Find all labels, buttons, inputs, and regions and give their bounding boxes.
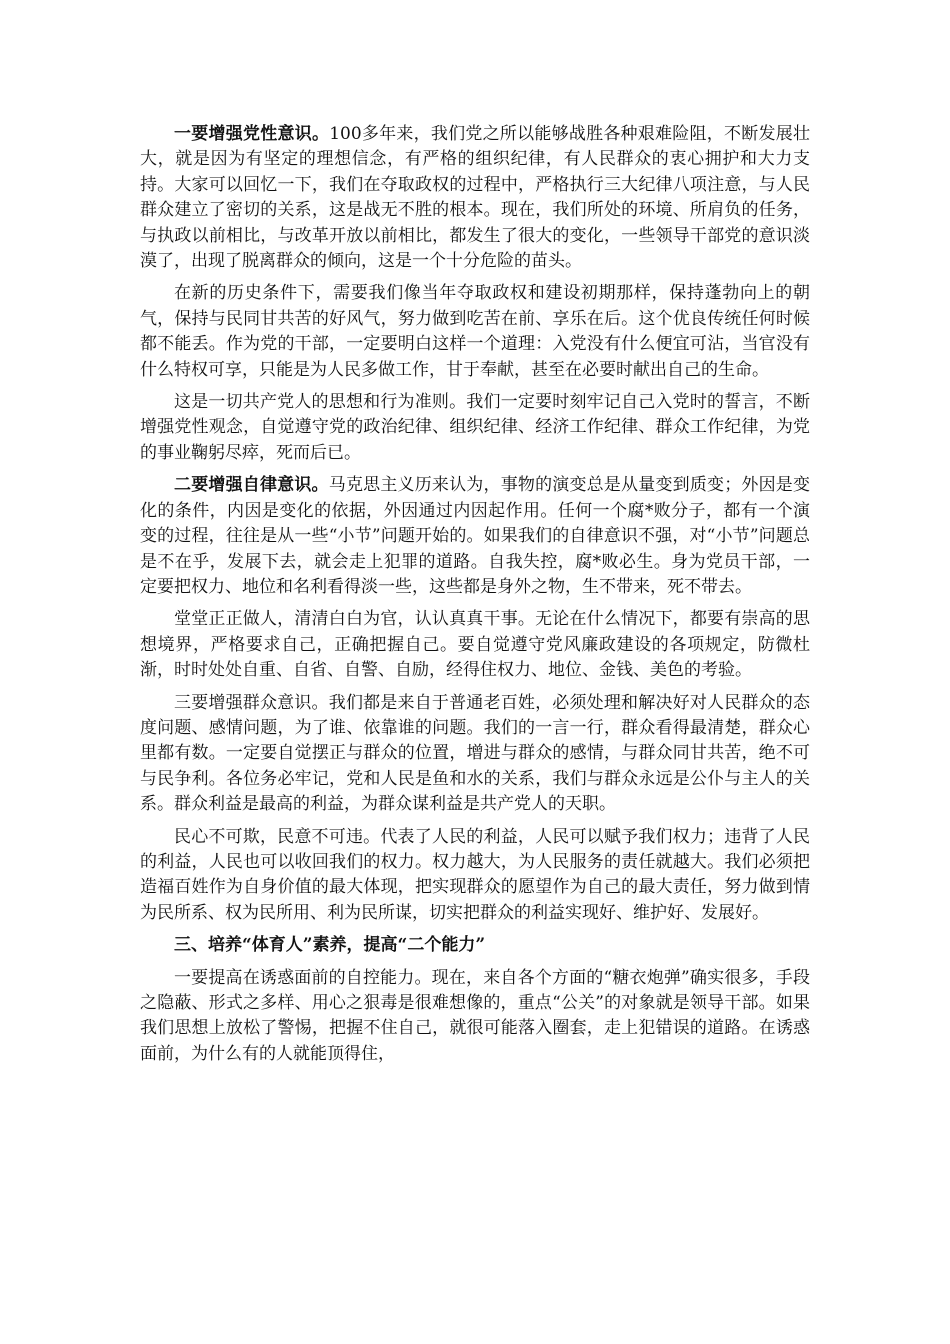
paragraph-public-will bbox=[140, 825, 810, 927]
paragraph-self-control bbox=[140, 966, 810, 1068]
paragraph-text: 三要增强群众意识。我们都是来自于普通老百姓，必须处理和解决好对人民群众的态度问题、感情问题，为了谁、依靠谁的问题。我们的一言一行，群众看得最清楚，群众心里都有数。一定要自觉摆正与群众的位置，增进与群众的感情，与群众同甘共苦，绝不可与民争利。各位务必牢记，党和人民是鱼和水的关系，我们与群众永远是公仆与主人的关系。群众利益是最高的利益，为群众谋利益是共产党人的天职。 bbox=[140, 692, 810, 815]
paragraph-lead: 二要增强自律意识。 bbox=[174, 475, 329, 496]
paragraph-lead: 一要增强党性意识。 bbox=[174, 124, 330, 144]
paragraph-text: 这是一切共产党人的思想和行为准则。我们一定要时刻牢记自己入党时的誓言，不断增强党性观念，自觉遵守党的政治纪律、组织纪律、经济工作纪律、群众工作纪律，为党的事业鞠躬尽瘁，死而后已。 bbox=[140, 392, 810, 463]
paragraph-self-discipline bbox=[140, 473, 810, 600]
document-page bbox=[140, 122, 810, 1074]
paragraph-text: 民心不可欺，民意不可违。代表了人民的利益，人民可以赋予我们权力；违背了人民的利益，人民也可以收回我们的权力。权力越大，为人民服务的责任就越大。我们必须把造福百姓作为自身价值的最大体现，把实现群众的愿望作为自己的最大责任，努力做到情为民所系、权为民所用、利为民所谋，切实把群众的利益实现好、维护好、发展好。 bbox=[140, 826, 810, 923]
section-heading: 三、培养“体育人”素养，提高“二个能力” bbox=[174, 935, 486, 956]
paragraph-text: 一要提高在诱惑面前的自控能力。现在，来自各个方面的“糖衣炮弹”确实很多，手段之隐蔽、形式之多样、用心之狠毒是很难想像的，重点“公关”的对象就是领导干部。如果我们思想上放松了警惕，把握不住自己，就很可能落入圈套，走上犯错误的道路。在诱惑面前，为什么有的人就能顶得住， bbox=[140, 967, 810, 1064]
paragraph-text: 马克思主义历来认为，事物的演变总是从量变到质变；外因是变化的条件，内因是变化的依据，外因通过内因起作用。任何一个腐*败分子，都有一个演变的过程，往往是从一些“小节”问题开始的。如果我们的自律意识不强，对“小节”问题总是不在乎，发展下去，就会走上犯罪的道路。自我失控，腐*败必生。身为党员干部，一定要把权力、地位和名利看得淡一些，这些都是身外之物，生不带来，死不带去。 bbox=[140, 475, 810, 597]
paragraph-code-of-conduct bbox=[140, 390, 810, 466]
paragraph-new-conditions bbox=[140, 281, 810, 383]
paragraph-text: 在新的历史条件下，需要我们像当年夺取政权和建设初期那样，保持蓬勃向上的朝气，保持与民同甘共苦的好风气，努力做到吃苦在前、享乐在后。这个优良传统任何时候都不能丢。作为党的干部，一定要明白这样一个道理：入党没有什么便宜可沾，当官没有什么特权可享，只能是为人民多做工作，甘于奉献，甚至在必要时献出自己的生命。 bbox=[140, 283, 810, 380]
paragraph-party-spirit bbox=[140, 122, 810, 274]
paragraph-text: 100多年来，我们党之所以能够战胜各种艰难险阻，不断发展壮大，就是因为有坚定的理想信念，有严格的组织纪律，有人民群众的衷心拥护和大力支持。大家可以回忆一下，我们在夺取政权的过程中，严格执行三大纪律八项注意，与人民群众建立了密切的关系，这是战无不胜的根本。现在，我们所处的环境、所肩负的任务，与执政以前相比，与改革开放以前相比，都发生了很大的变化，一些领导干部党的意识淡漠了，出现了脱离群众的倾向，这是一个十分危险的苗头。 bbox=[140, 124, 810, 272]
paragraph-mass-awareness bbox=[140, 691, 810, 818]
paragraph-upright-conduct bbox=[140, 607, 810, 683]
paragraph-text: 堂堂正正做人，清清白白为官，认认真真干事。无论在什么情况下，都要有崇高的思想境界，严格要求自己，正确把握自己。要自觉遵守党风廉政建设的各项规定，防微杜渐，时时处处自重、自省、自警、自励，经得住权力、地位、金钱、美色的考验。 bbox=[140, 609, 810, 681]
